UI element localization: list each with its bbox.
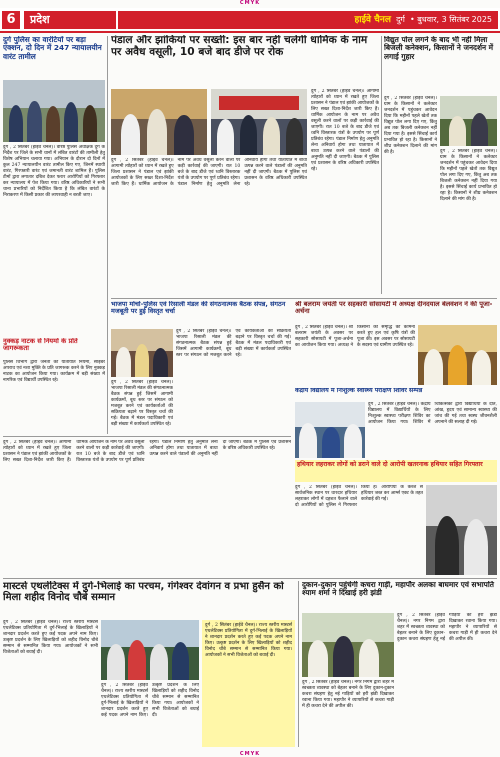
article-a5-headline: भाजपा मोर्चा-पुलिस एवं रिसाली मंडल की संगठनात्मक बैठक संपन्न, संगठन मजबूती पर हुई विस्तृत चर्चा — [111, 301, 286, 316]
article-a3-photo-right — [211, 89, 307, 155]
article-a8-body: दुर्ग , 2 सितंबर (हाईवे चैनल)। सार्वजनिक स्थान पर धारदार हथियार लहराकर लोगों में दहशत फैलाने वाले दो आरोपियों को पुलिस ने गिरफ्तार किया है। आरोपियों के कब्जे से हथियार जब्त कर आर्म्स एक्ट के तहत कार्रवाई की गई। — [295, 485, 423, 508]
article-a3-body: दुर्ग , 2 सितंबर (हाईवे चैनल)। आगामी त्योहारों को ध्यान में रखते हुए जिला प्रशासन ने पंडाल एवं झांकी आयोजकों के लिए सख्त दिशा-निर्देश जारी किए हैं। धार्मिक आयोजन के नाम पर अवैध वसूली करने वालों पर कड़ी कार्रवाई की जाएगी। रात 10 बजे के बाद डीजे एवं ध्वनि विस्तारक यंत्रों के उपयोग पर पूर्ण प्रतिबंध रहेगा। पंडाल निर्माण हेतु अनुमति लेना अनिवार्य होगा तथा यातायात में बाधा उत्पन्न करने वाले पंडालों की अनुमति नहीं दी जाएगी। बैठक में पुलिस एवं प्रशासन के वरिष्ठ अधिकारी उपस्थित रहे। — [111, 158, 307, 187]
article-a10-body-cont: दुर्ग , 2 सितंबर (हाईवे चैनल)। नगर निगम द्वारा शहर में स्वच्छता व्यवस्था को बेहतर बनाने के लिए दुकान-दुकान कचरा संग्रहण हेतु नई गाड़ियों को हरी झंडी दिखाकर रवाना किया गया। महापौर ने व्यापारियों से कचरा गाड़ी में ही कचरा देने की अपील की। — [302, 680, 394, 709]
paper-city: दुर्ग — [396, 15, 405, 24]
article-a10-photo — [302, 613, 394, 677]
article-a10-body: दुर्ग , 2 सितंबर (हाईवे चैनल)। नगर निगम द्वारा शहर में स्वच्छता व्यवस्था को बेहतर बनाने के लिए दुकान-दुकान कचरा संग्रहण हेतु नई गाड़ियों को हरी झंडी दिखाकर रवाना किया गया। महापौर ने व्यापारियों से कचरा गाड़ी में ही कचरा देने की अपील की। — [397, 613, 497, 642]
paper-info-bar: हाईवे चैनल दुर्ग • बुधवार, 3 सितंबर 2025 — [118, 11, 498, 29]
article-a3-body-more: दुर्ग , 2 सितंबर (हाईवे चैनल)। आगामी त्योहारों को ध्यान में रखते हुए जिला प्रशासन ने पंडाल एवं झांकी आयोजकों के लिए सख्त दिशा-निर्देश जारी किए हैं। धार्मिक आयोजन के नाम पर अवैध वसूली करने वालों पर कड़ी कार्रवाई की जाएगी। रात 10 बजे के बाद डीजे एवं ध्वनि विस्तारक यंत्रों के उपयोग पर पूर्ण प्रतिबंध रहेगा। पंडाल निर्माण हेतु अनुमति लेना अनिवार्य होगा तथा यातायात में बाधा उत्पन्न करने वाले पंडालों की अनुमति नहीं दी जाएगी। बैठक में पुलिस एवं प्रशासन के वरिष्ठ अधिकारी उपस्थित रहे। — [3, 440, 291, 463]
section-divider — [111, 298, 497, 299]
article-a5-body: दुर्ग , 2 सितंबर (हाईवे चैनल)। भाजपा रिसाली मंडल की संगठनात्मक बैठक संपन्न हुई जिसमें आगामी कार्यक्रमों, बूथ स्तर पर संगठन को मजबूत करने एवं कार्यकर्ताओं की सक्रियता बढ़ाने पर विस्तृत चर्चा की गई। बैठक में मंडल पदाधिकारी एवं बड़ी संख्या में कार्यकर्ता उपस्थित रहे। — [176, 329, 291, 358]
color-registration-bottom: CMYK — [239, 751, 261, 757]
section-divider — [3, 578, 497, 579]
paper-date: बुधवार, 3 सितंबर 2025 — [417, 15, 492, 24]
article-a3-body-cont: दुर्ग , 2 सितंबर (हाईवे चैनल)। आगामी त्योहारों को ध्यान में रखते हुए जिला प्रशासन ने पंडाल एवं झांकी आयोजकों के लिए सख्त दिशा-निर्देश जारी किए हैं। धार्मिक आयोजन के नाम पर अवैध वसूली करने वालों पर कड़ी कार्रवाई की जाएगी। रात 10 बजे के बाद डीजे एवं ध्वनि विस्तारक यंत्रों के उपयोग पर पूर्ण प्रतिबंध रहेगा। पंडाल निर्माण हेतु अनुमति लेना अनिवार्य होगा तथा यातायात में बाधा उत्पन्न करने वाले पंडालों की अनुमति नहीं दी जाएगी। बैठक में पुलिस एवं प्रशासन के वरिष्ठ अधिकारी उपस्थित रहे। — [311, 89, 379, 172]
column-divider — [107, 36, 108, 434]
article-a4-headline: विद्युत पोल लगने के बाद भी नहीं मिला बिजली कनेक्शन, किसानों ने जनदर्शन में लगाई गुहार — [384, 36, 494, 61]
article-a2-headline-box — [3, 338, 105, 358]
article-a9-body: दुर्ग , 2 सितंबर (हाईवे चैनल)। राज्य स्तरीय मास्टर्स एथलेटिक्स प्रतियोगिता में दुर्ग-भिलाई के खिलाड़ियों ने शानदार प्रदर्शन करते हुए कई पदक अपने नाम किए। उत्कृष्ट प्रदर्शन के लिए खिलाड़ियों को शहीद विनोद चौबे सम्मान से सम्मानित किया गया। आयोजकों ने सभी विजेताओं को बधाई दी। — [3, 620, 98, 655]
article-a9-photo — [101, 620, 199, 680]
page-number: 6 — [2, 11, 20, 29]
article-a8-headline: हथियार लहराकर लोगों को डराने वाले दो आरोपी खतरनाक हथियार सहित गिरफ्तार — [297, 461, 483, 468]
article-a1-headline: दुर्ग पुलिस का वारंटियों पर बड़ा एक्शन, दो दिन में 247 न्यायालयीन वारंट तामील — [3, 36, 102, 61]
article-a5-photo — [111, 329, 173, 377]
article-a3-headline-box — [111, 35, 379, 87]
article-a7-photo — [295, 402, 365, 458]
article-a9-sidebar — [202, 620, 295, 747]
article-a3-headline: पंडाल और झांकियों पर सख्ती: इस बार नहीं चलेगी धार्मिक के नाम पर अवैध वसूली, 10 बजे बाद डीजे पर रोक — [111, 35, 368, 58]
column-divider — [298, 581, 299, 747]
masthead-rule — [0, 31, 500, 33]
column-divider — [381, 36, 382, 294]
section-divider — [3, 436, 291, 437]
article-a8-headline-box — [295, 460, 497, 482]
article-a6-headline: श्री बलराम जयंती पर सहकारी सोसायटी में अध्यक्ष दीनदयाल बेलवंशन ने की पूजा-अर्चना — [295, 301, 493, 316]
article-a6-body: दुर्ग , 2 सितंबर (हाईवे चैनल)। श्री बलराम जयंती के अवसर पर सहकारी सोसायटी में पूजा-अर्चना का आयोजन किया गया। अध्यक्ष ने किसानों की समृद्धि की कामना करते हुए हल एवं कृषि यंत्रों की पूजा की। इस अवसर पर सोसायटी के सदस्य एवं ग्रामीण उपस्थित रहे। — [295, 325, 415, 348]
paper-name: हाईवे चैनल — [354, 15, 391, 25]
article-a1-body: दुर्ग , 2 सितंबर (हाईवे चैनल)। वरिष्ठ पुलिस अधीक्षक दुर्ग के निर्देश पर जिले के सभी थानों में लंबित वारंटों की तामीली हेतु विशेष अभियान चलाया गया। अभियान के दौरान दो दिनों में कुल 247 न्यायालयीन वारंट तामील किए गए, जिनमें स्थायी वारंट, गिरफ्तारी वारंट एवं जमानती वारंट शामिल हैं। पुलिस टीमों द्वारा लगातार दबिश देकर फरार आरोपियों को गिरफ्तार कर न्यायालय में पेश किया गया। वरिष्ठ अधिकारियों ने सभी थाना प्रभारियों को निर्देशित किया है कि लंबित वारंटों के निराकरण में किसी प्रकार की लापरवाही न बरती जाए। — [3, 145, 105, 198]
article-a6-headline-box — [295, 301, 497, 323]
article-a4-headline-box — [384, 36, 497, 94]
article-a7-headline: केंद्रीय विद्यालय में निःशुल्क स्वास्थ्य परीक्षण शिविर सम्पन्न — [295, 388, 423, 394]
article-a7-body: दुर्ग , 2 सितंबर (हाईवे चैनल)। केंद्रीय विद्यालय में विद्यार्थियों के लिए निःशुल्क स्वास्थ्य परीक्षण शिविर का आयोजन किया गया। शिविर में चिकित्सकों द्वारा विद्यार्थियों के दांत, आंख, हृदय एवं सामान्य स्वास्थ्य की जांच की गई तथा स्वस्थ जीवनशैली अपनाने की सलाह दी गई। — [368, 402, 497, 425]
article-a2-headline: नुक्कड़ नाटक से नियमों के प्रति जागरूकता — [3, 338, 78, 353]
article-a1-headline-box — [3, 36, 105, 78]
article-a4-body-cont: दुर्ग , 2 सितंबर (हाईवे चैनल)। ग्राम के किसानों ने कलेक्टर जनदर्शन में पहुंचकर आवेदन दिया कि महीनों पहले खेतों तक विद्युत पोल लगा दिए गए, किंतु अब तक बिजली कनेक्शन नहीं दिया गया है। इससे सिंचाई कार्य प्रभावित हो रहा है। किसानों ने शीघ्र कनेक्शन दिलाने की मांग की है। — [440, 149, 497, 202]
article-a4-body: दुर्ग , 2 सितंबर (हाईवे चैनल)। ग्राम के किसानों ने कलेक्टर जनदर्शन में पहुंचकर आवेदन दिया कि महीनों पहले खेतों तक विद्युत पोल लगा दिए गए, किंतु अब तक बिजली कनेक्शन नहीं दिया गया है। इससे सिंचाई कार्य प्रभावित हो रहा है। किसानों ने शीघ्र कनेक्शन दिलाने की मांग की है। — [384, 96, 437, 155]
article-a9-sidebar-text: दुर्ग , 2 सितंबर (हाईवे चैनल)। राज्य स्तरीय मास्टर्स एथलेटिक्स प्रतियोगिता में दुर्ग-भिलाई के खिलाड़ियों ने शानदार प्रदर्शन करते हुए कई पदक अपने नाम किए। उत्कृष्ट प्रदर्शन के लिए खिलाड़ियों को शहीद विनोद चौबे सम्मान से सम्मानित किया गया। आयोजकों ने सभी विजेताओं को बधाई दी। — [205, 623, 292, 658]
article-a10-headline-box — [302, 581, 497, 611]
article-a8-photo — [426, 485, 497, 575]
color-registration-top: CMYK — [239, 0, 261, 6]
article-a9-headline-box — [3, 581, 295, 617]
article-a7-headline-box — [295, 388, 497, 400]
article-a5-body-cont: दुर्ग , 2 सितंबर (हाईवे चैनल)। भाजपा रिसाली मंडल की संगठनात्मक बैठक संपन्न हुई जिसमें आगामी कार्यक्रमों, बूथ स्तर पर संगठन को मजबूत करने एवं कार्यकर्ताओं की सक्रियता बढ़ाने पर विस्तृत चर्चा की गई। बैठक में मंडल पदाधिकारी एवं बड़ी संख्या में कार्यकर्ता उपस्थित रहे। — [111, 380, 173, 427]
article-a9-body-cont: दुर्ग , 2 सितंबर (हाईवे चैनल)। राज्य स्तरीय मास्टर्स एथलेटिक्स प्रतियोगिता में दुर्ग-भिलाई के खिलाड़ियों ने शानदार प्रदर्शन करते हुए कई पदक अपने नाम किए। उत्कृष्ट प्रदर्शन के लिए खिलाड़ियों को शहीद विनोद चौबे सम्मान से सम्मानित किया गया। आयोजकों ने सभी विजेताओं को बधाई दी। — [101, 683, 199, 718]
article-a4-photo — [440, 96, 497, 146]
article-a9-headline: मास्टर्स एथलेटिक्स में दुर्ग-भिलाई का परचम, गंगेश्वर देवांगन व प्रभा हुसैन को मिला शहीद विनोद चौबे सम्मान — [3, 581, 284, 604]
article-a1-photo — [3, 80, 105, 142]
article-a6-photo — [418, 325, 497, 385]
article-a3-photo-left — [111, 89, 207, 155]
section-title: प्रदेश — [24, 11, 116, 29]
article-a2-body: पुलिस विभाग द्वारा जनता को यातायात नियमों, साइबर अपराध एवं नशा मुक्ति के प्रति जागरूक करने के लिए नुक्कड़ नाटक का आयोजन किया गया। कार्यक्रम में बड़ी संख्या में नागरिक एवं विद्यार्थी उपस्थित रहे। — [3, 360, 105, 383]
article-a5-headline-box — [111, 301, 291, 327]
article-a10-headline: दुकान-दुकान पहुंचेगी कचरा गाड़ी, महापौर अलका बाघमार एवं सभापति श्याम शर्मा ने दिखाई हरी झंडी — [302, 581, 494, 598]
